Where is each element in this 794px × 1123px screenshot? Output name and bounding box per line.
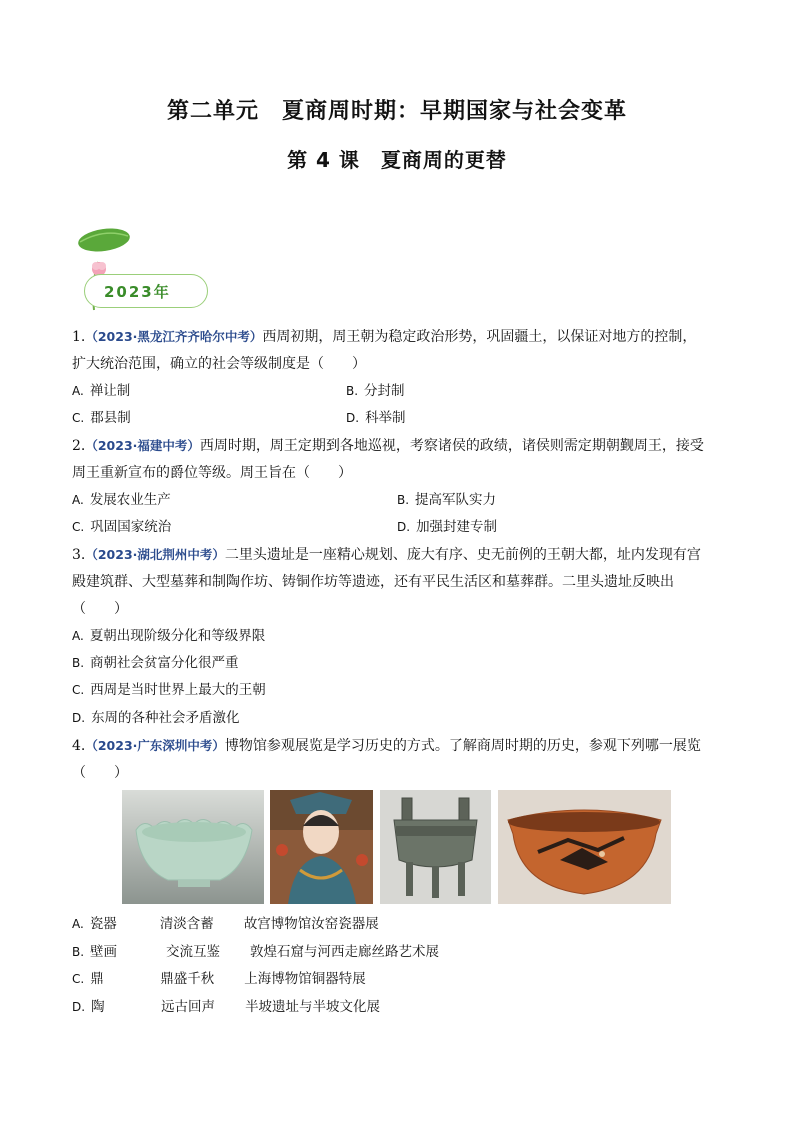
option-d[interactable]: D. 东周的各种社会矛盾激化	[72, 710, 240, 726]
option-c[interactable]: C. 鼎 鼎盛千秋 上海博物馆铜器特展	[72, 971, 366, 987]
option-a[interactable]: A. 发展农业生产	[72, 492, 171, 508]
question-text: 博物馆参观展览是学习历史的方式。了解商周时期的历史，参观下列哪一展览	[224, 738, 701, 754]
bronze-ding-image	[380, 790, 491, 904]
option-a[interactable]: A. 夏朝出现阶级分化和等级界限	[72, 628, 266, 644]
option-a[interactable]: A. 瓷器 清淡含蓄 故宫博物馆汝窑瓷器展	[72, 916, 379, 932]
question-source: （2023·福建中考）	[85, 438, 200, 453]
option-c[interactable]: C. 巩固国家统治	[72, 519, 172, 535]
option-d[interactable]: D. 陶 远古回声 半坡遗址与半坡文化展	[72, 999, 381, 1015]
question-source: （2023·黑龙江齐齐哈尔中考）	[85, 329, 263, 344]
question-3	[72, 541, 732, 623]
question-number: 4.	[72, 738, 86, 754]
question-source: （2023·广东深圳中考）	[85, 738, 225, 753]
option-d[interactable]: D. 加强封建专制	[397, 519, 498, 535]
unit-title: 第二单元 夏商周时期：早期国家与社会变革	[166, 99, 627, 124]
question-text: 扩大统治范围，确立的社会等级制度是（ ）	[72, 356, 366, 372]
option-b[interactable]: B. 商朝社会贫富分化很严重	[72, 655, 239, 671]
year-badge	[72, 222, 212, 312]
lesson-title: 第 4 课 夏商周的更替	[287, 148, 507, 172]
question-number: 2.	[72, 438, 86, 454]
option-c[interactable]: C. 郡县制	[72, 410, 131, 426]
celadon-bowl-image	[122, 790, 264, 904]
option-b[interactable]: B. 提高军队实力	[397, 492, 497, 508]
option-d[interactable]: D. 科举制	[346, 410, 406, 426]
question-text: 西周初期，周王朝为稳定政治形势，巩固疆土，以保证对地方的控制，	[262, 329, 697, 345]
option-c[interactable]: C. 西周是当时世界上最大的王朝	[72, 682, 266, 698]
question-text: 二里头遗址是一座精心规划、庞大有序、史无前例的王朝大都，址内发现有宫	[224, 547, 701, 563]
question-text: （ ）	[72, 601, 128, 617]
question-text: （ ）	[72, 765, 128, 781]
question-number: 3.	[72, 547, 86, 563]
question-4	[72, 732, 732, 787]
painted-pottery-image	[498, 790, 671, 904]
question-2	[72, 432, 732, 487]
option-b[interactable]: B. 分封制	[346, 383, 405, 399]
question-text: 西周时期，周王定期到各地巡视，考察诸侯的政绩，诸侯则需定期朝觐周王，接受	[199, 438, 704, 454]
question-source: （2023·湖北荆州中考）	[85, 547, 225, 562]
question-text: 殿建筑群、大型墓葬和制陶作坊、铸铜作坊等遗迹，还有平民生活区和墓葬群。二里头遗址反映出	[72, 574, 674, 590]
mural-image	[270, 790, 373, 904]
question-1	[72, 323, 732, 378]
question-number: 1.	[72, 329, 86, 345]
option-b[interactable]: B. 壁画 交流互鉴 敦煌石窟与河西走廊丝路艺术展	[72, 944, 440, 960]
option-a[interactable]: A. 禅让制	[72, 383, 131, 399]
question-text: 周王重新宣布的爵位等级。周王旨在（ ）	[72, 465, 352, 481]
badge-year: 2023年	[104, 283, 171, 301]
